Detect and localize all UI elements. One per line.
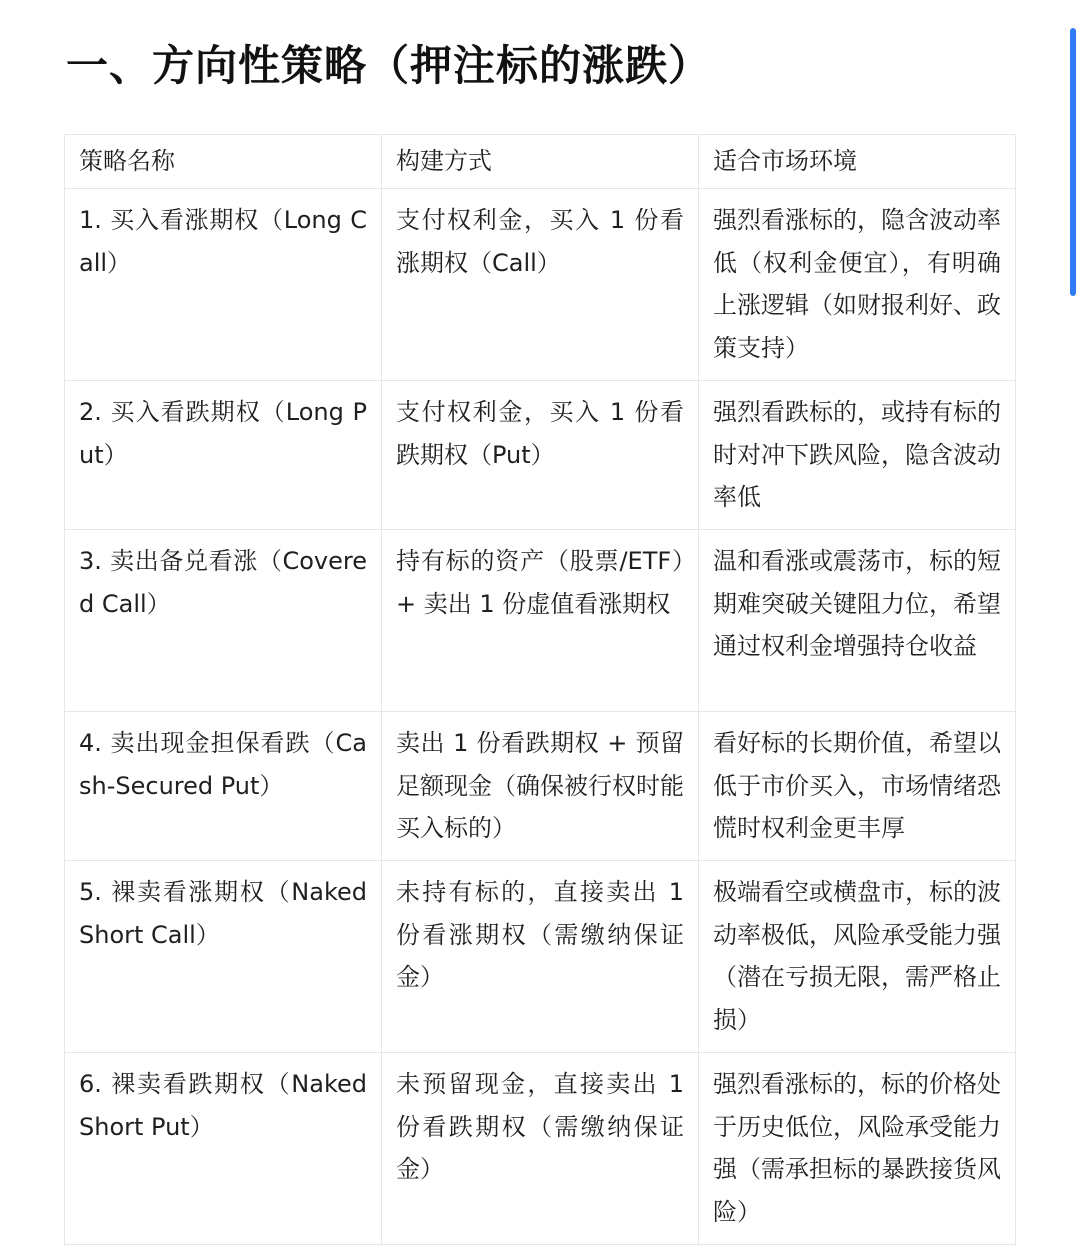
- environment-cell: 强烈看涨标的，隐含波动率低（权利金便宜），有明确上涨逻辑（如财报利好、政策支持）: [699, 189, 1016, 381]
- table-row: [65, 711, 1016, 860]
- strategy-name-cell: 5. 裸卖看涨期权（Naked Short Call）: [65, 861, 382, 1053]
- environment-cell: 强烈看涨标的，标的价格处于历史低位，风险承受能力强（需承担标的暴跌接货风险）: [699, 1052, 1016, 1244]
- environment-cell: 看好标的长期价值，希望以低于市价买入，市场情绪恐慌时权利金更丰厚: [699, 711, 1016, 860]
- construction-cell: 支付权利金，买入 1 份看跌期权（Put）: [382, 380, 699, 529]
- table-row: [65, 189, 1016, 381]
- construction-cell: 未持有标的，直接卖出 1 份看涨期权（需缴纳保证金）: [382, 861, 699, 1053]
- header-strategy-name: 策略名称: [65, 135, 382, 189]
- environment-cell: 极端看空或横盘市，标的波动率极低，风险承受能力强（潜在亏损无限，需严格止损）: [699, 861, 1016, 1053]
- construction-cell: 支付权利金，买入 1 份看涨期权（Call）: [382, 189, 699, 381]
- table-row: [65, 861, 1016, 1053]
- strategy-name-cell: 6. 裸卖看跌期权（Naked Short Put）: [65, 1052, 382, 1244]
- header-construction: 构建方式: [382, 135, 699, 189]
- header-market-environment: 适合市场环境: [699, 135, 1016, 189]
- environment-cell: 强烈看跌标的，或持有标的时对冲下跌风险，隐含波动率低: [699, 380, 1016, 529]
- construction-cell: 未预留现金，直接卖出 1 份看跌期权（需缴纳保证金）: [382, 1052, 699, 1244]
- table-row: [65, 529, 1016, 711]
- table-row: [65, 380, 1016, 529]
- construction-cell: 卖出 1 份看跌期权 + 预留足额现金（确保被行权时能买入标的）: [382, 711, 699, 860]
- strategy-name-cell: 3. 卖出备兑看涨（Covered Call）: [65, 529, 382, 711]
- strategy-name-cell: 2. 买入看跌期权（Long Put）: [65, 380, 382, 529]
- strategy-name-cell: 1. 买入看涨期权（Long Call）: [65, 189, 382, 381]
- environment-cell: 温和看涨或震荡市，标的短期难突破关键阻力位，希望通过权利金增强持仓收益: [699, 529, 1016, 711]
- construction-cell: 持有标的资产（股票/ETF）+ 卖出 1 份虚值看涨期权: [382, 529, 699, 711]
- table-row: [65, 1052, 1016, 1244]
- page-title: 一、方向性策略（押注标的涨跌）: [66, 41, 712, 90]
- strategy-table: [64, 134, 1016, 1245]
- vertical-scrollbar[interactable]: [1070, 28, 1076, 296]
- strategy-name-cell: 4. 卖出现金担保看跌（Cash-Secured Put）: [65, 711, 382, 860]
- table-header-row: [65, 135, 1016, 189]
